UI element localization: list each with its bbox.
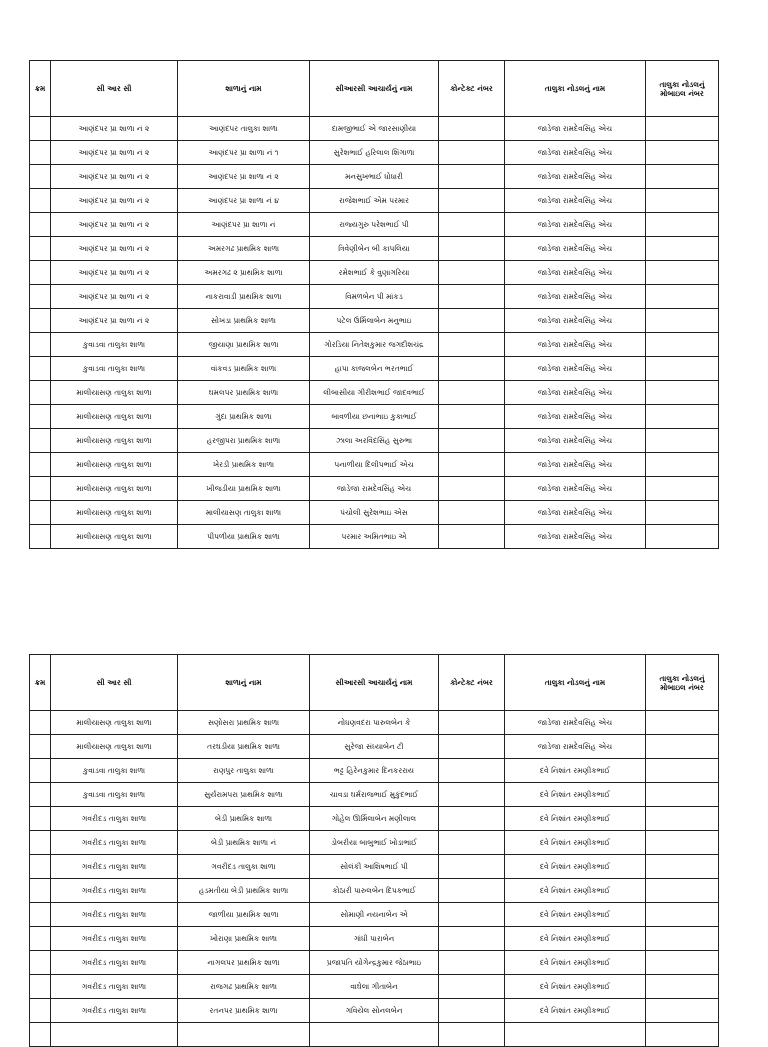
contact-cell [439, 213, 505, 237]
crc-cell: માલીયાસણ તાલુકા શાળા [51, 429, 178, 453]
contact-cell [439, 381, 505, 405]
crc-teacher-cell: દામજીભાઈ એ જારસાણીયા [310, 117, 439, 141]
serial-cell [30, 783, 51, 807]
taluka-nodal-cell: દવે નિશાંત રમણીકભાઈ [505, 855, 646, 879]
crc-cell: ગવરીદડ તાલુકા શાળા [51, 855, 178, 879]
header-crc-teacher: સીઆરસી આચાર્યનું નામ [310, 655, 439, 711]
crc-cell: માલીયાસણ તાલુકા શાળા [51, 711, 178, 735]
serial-cell [30, 879, 51, 903]
school-name-cell [178, 1023, 310, 1047]
contact-cell [439, 117, 505, 141]
crc-teacher-cell: જાડેજા રામદેવસિંહ એચ [310, 477, 439, 501]
school-name-cell: રાજગઢ પ્રાથમિક શાળા [178, 975, 310, 999]
taluka-nodal-cell: દવે નિશાંત રમણીકભાઈ [505, 927, 646, 951]
serial-cell [30, 903, 51, 927]
serial-cell [30, 333, 51, 357]
taluka-nodal-cell: જાડેજા રામદેવસિંહ એચ [505, 429, 646, 453]
school-name-cell: હડમતીયા બેડી પ્રાથમિક શાળા [178, 879, 310, 903]
school-name-cell: રતનપર પ્રાથમિક શાળા [178, 999, 310, 1023]
table-row [30, 975, 719, 999]
crc-teacher-cell: બાવળીયા છનાભાઇ કુકાભાઈ [310, 405, 439, 429]
taluka-nodal-cell: જાડેજા રામદેવસિંહ એચ [505, 477, 646, 501]
crc-cell: ગવરીદડ તાલુકા શાળા [51, 807, 178, 831]
school-name-cell: વાંકવડ પ્રાથમિક શાળા [178, 357, 310, 381]
taluka-nodal-cell: જાડેજા રામદેવસિંહ એચ [505, 357, 646, 381]
table-row [30, 1023, 719, 1047]
crc-cell: માલીયાસણ તાલુકા શાળા [51, 381, 178, 405]
taluka-nodal-cell: જાડેજા રામદેવસિંહ એચ [505, 141, 646, 165]
serial-cell [30, 141, 51, 165]
crc-cell: માલીયાસણ તાલુકા શાળા [51, 501, 178, 525]
taluka-nodal-cell: જાડેજા રામદેવસિંહ એચ [505, 285, 646, 309]
contact-cell [439, 165, 505, 189]
contact-cell [439, 453, 505, 477]
crc-teacher-cell: ઝાલા અરવિંદસિંહ સુરુભા [310, 429, 439, 453]
table-row [30, 879, 719, 903]
crc-cell: માલીયાસણ તાલુકા શાળા [51, 735, 178, 759]
crc-teacher-cell [310, 1023, 439, 1047]
taluka-nodal-mobile-cell [646, 903, 719, 927]
taluka-nodal-mobile-cell [646, 951, 719, 975]
serial-cell [30, 525, 51, 549]
crc-teacher-cell: રાજ્યગુરુ પરેશભાઈ પી [310, 213, 439, 237]
table-body [30, 711, 719, 1047]
crc-teacher-cell: ગાંધી પારાબેન [310, 927, 439, 951]
crc-teacher-cell: ત્રિવેણીબેન બી કાપલિયા [310, 237, 439, 261]
serial-cell [30, 429, 51, 453]
contact-cell [439, 783, 505, 807]
contact-cell [439, 927, 505, 951]
taluka-nodal-cell: દવે નિશાંત રમણીકભાઈ [505, 999, 646, 1023]
crc-teacher-cell: ગોહેલ ઊર્મિલાબેન મણીલાલ [310, 807, 439, 831]
header-serial: ક્રમ [30, 655, 51, 711]
taluka-nodal-cell: જાડેજા રામદેવસિંહ એચ [505, 525, 646, 549]
school-name-cell: સુર્યરામપરા પ્રાથમિક શાળા [178, 783, 310, 807]
taluka-nodal-mobile-cell [646, 759, 719, 783]
taluka-nodal-mobile-cell [646, 1023, 719, 1047]
taluka-nodal-cell: દવે નિશાંત રમણીકભાઈ [505, 759, 646, 783]
contact-cell [439, 429, 505, 453]
crc-teacher-cell: સોમાણી નયનાબેન એ [310, 903, 439, 927]
school-table-1 [29, 60, 719, 549]
taluka-nodal-cell: જાડેજા રામદેવસિંહ એચ [505, 117, 646, 141]
serial-cell [30, 735, 51, 759]
crc-teacher-cell: સુરેશભાઈ હરિલાલ શિંગાળા [310, 141, 439, 165]
taluka-nodal-cell: જાડેજા રામદેવસિંહ એચ [505, 735, 646, 759]
table-row [30, 807, 719, 831]
crc-cell: કુવાડવા તાલુકા શાળા [51, 759, 178, 783]
table-row [30, 189, 719, 213]
crc-cell [51, 1023, 178, 1047]
contact-cell [439, 141, 505, 165]
school-name-cell: રાણપુર તાલુકા શાળા [178, 759, 310, 783]
school-name-cell: હરજીપરા પ્રાથમિક શાળા [178, 429, 310, 453]
table-row [30, 525, 719, 549]
contact-cell [439, 309, 505, 333]
crc-cell: આણંદપર પ્રા શાળા નં ૨ [51, 213, 178, 237]
taluka-nodal-mobile-cell [646, 477, 719, 501]
crc-cell: માલીયાસણ તાલુકા શાળા [51, 477, 178, 501]
table-row [30, 477, 719, 501]
contact-cell [439, 333, 505, 357]
taluka-nodal-mobile-cell [646, 711, 719, 735]
crc-cell: આણંદપર પ્રા શાળા નં ૨ [51, 141, 178, 165]
crc-cell: ગવરીદડ તાલુકા શાળા [51, 951, 178, 975]
crc-teacher-cell: પટેલ ઉર્મિલાબેન મનુભાઇ [310, 309, 439, 333]
crc-teacher-cell: રાજેશભાઈ એમ પરમાર [310, 189, 439, 213]
contact-cell [439, 735, 505, 759]
taluka-nodal-mobile-cell [646, 261, 719, 285]
serial-cell [30, 1023, 51, 1047]
crc-teacher-cell: ગોરડિયા નિતેશકુમાર જગદીશચંદ્ર [310, 333, 439, 357]
taluka-nodal-mobile-cell [646, 783, 719, 807]
taluka-nodal-cell: જાડેજા રામદેવસિંહ એચ [505, 711, 646, 735]
crc-cell: કુવાડવા તાલુકા શાળા [51, 783, 178, 807]
school-name-cell: નાગલપર પ્રાથમિક શાળા [178, 951, 310, 975]
taluka-nodal-mobile-cell [646, 525, 719, 549]
header-taluka-nodal: તાલુકા નોડલનું નામ [505, 61, 646, 117]
school-name-cell: આણંદપર પ્રા શાળા નં ૨ [178, 165, 310, 189]
contact-cell [439, 1023, 505, 1047]
table-row [30, 237, 719, 261]
serial-cell [30, 975, 51, 999]
contact-cell [439, 711, 505, 735]
header-taluka-nodal-mobile: તાલુકા નોડલનું મોબાઇલ નંબર [646, 655, 719, 711]
taluka-nodal-mobile-cell [646, 309, 719, 333]
crc-teacher-cell: વાઘેલા ગીતાબેન [310, 975, 439, 999]
table-row [30, 117, 719, 141]
taluka-nodal-cell: જાડેજા રામદેવસિંહ એચ [505, 309, 646, 333]
taluka-nodal-cell: દવે નિશાંત રમણીકભાઈ [505, 831, 646, 855]
table-row [30, 927, 719, 951]
crc-cell: કુવાડવા તાલુકા શાળા [51, 357, 178, 381]
crc-teacher-cell: રમેશભાઈ કે વુણાગરિયા [310, 261, 439, 285]
contact-cell [439, 975, 505, 999]
school-name-cell: આણંદપર પ્રા શાળા નં ૪ [178, 189, 310, 213]
header-school-name: શાળાનું નામ [178, 655, 310, 711]
crc-teacher-cell: કોઠારી પારુલબેન દિપકભાઈ [310, 879, 439, 903]
serial-cell [30, 165, 51, 189]
school-name-cell: ગવરીદડ તાલુકા શાળા [178, 855, 310, 879]
crc-cell: આણંદપર પ્રા શાળા નં ૨ [51, 165, 178, 189]
taluka-nodal-cell: દવે નિશાંત રમણીકભાઈ [505, 879, 646, 903]
contact-cell [439, 501, 505, 525]
header-crc-teacher: સીઆરસી આચાર્યનું નામ [310, 61, 439, 117]
school-name-cell: અમરગઢ ૨ પ્રાથમિક શાળા [178, 261, 310, 285]
table-row [30, 831, 719, 855]
serial-cell [30, 807, 51, 831]
taluka-nodal-cell: જાડેજા રામદેવસિંહ એચ [505, 501, 646, 525]
header-crc: સી આર સી [51, 655, 178, 711]
taluka-nodal-mobile-cell [646, 831, 719, 855]
taluka-nodal-mobile-cell [646, 381, 719, 405]
taluka-nodal-mobile-cell [646, 333, 719, 357]
contact-cell [439, 189, 505, 213]
serial-cell [30, 501, 51, 525]
taluka-nodal-cell: જાડેજા રામદેવસિંહ એચ [505, 333, 646, 357]
taluka-nodal-cell: જાડેજા રામદેવસિંહ એચ [505, 405, 646, 429]
contact-cell [439, 261, 505, 285]
table-row [30, 141, 719, 165]
taluka-nodal-cell: જાડેજા રામદેવસિંહ એચ [505, 261, 646, 285]
taluka-nodal-cell: જાડેજા રામદેવસિંહ એચ [505, 381, 646, 405]
serial-cell [30, 261, 51, 285]
taluka-nodal-mobile-cell [646, 975, 719, 999]
crc-cell: માલીયાસણ તાલુકા શાળા [51, 453, 178, 477]
school-name-cell: ખેરડી પ્રાથમિક શાળા [178, 453, 310, 477]
table-row [30, 855, 719, 879]
school-name-cell: તરઘડીયા પ્રાથમિક શાળા [178, 735, 310, 759]
contact-cell [439, 831, 505, 855]
serial-cell [30, 309, 51, 333]
crc-teacher-cell: ગવિયેલ સોનલબેન [310, 999, 439, 1023]
crc-teacher-cell: પરમાર અમિતભાઇ એ [310, 525, 439, 549]
header-row [30, 61, 719, 117]
crc-teacher-cell: પ્રજાપતિ યોગેન્દ્રકુમાર જેઠાભાઇ [310, 951, 439, 975]
contact-cell [439, 525, 505, 549]
taluka-nodal-mobile-cell [646, 855, 719, 879]
table-row [30, 501, 719, 525]
school-name-cell: ખોરાણા પ્રાથમિક શાળા [178, 927, 310, 951]
taluka-nodal-mobile-cell [646, 405, 719, 429]
header-contact: કોન્ટેક્ટ નંબર [439, 61, 505, 117]
crc-teacher-cell: સોલંકી આશિષભાઈ પી [310, 855, 439, 879]
crc-teacher-cell: નોધણવદરા પારુલબેન કે [310, 711, 439, 735]
crc-cell: કુવાડવા તાલુકા શાળા [51, 333, 178, 357]
table-row [30, 951, 719, 975]
taluka-nodal-cell: દવે નિશાંત રમણીકભાઈ [505, 807, 646, 831]
table-row [30, 213, 719, 237]
crc-cell: ગવરીદડ તાલુકા શાળા [51, 975, 178, 999]
header-school-name: શાળાનું નામ [178, 61, 310, 117]
serial-cell [30, 855, 51, 879]
crc-cell: ગવરીદડ તાલુકા શાળા [51, 999, 178, 1023]
crc-teacher-cell: સુરેજા સંધ્યાબેન ટી [310, 735, 439, 759]
crc-teacher-cell: વિમળબેન પી માંકડ [310, 285, 439, 309]
taluka-nodal-cell: જાડેજા રામદેવસિંહ એચ [505, 453, 646, 477]
taluka-nodal-mobile-cell [646, 429, 719, 453]
crc-cell: માલીયાસણ તાલુકા શાળા [51, 405, 178, 429]
serial-cell [30, 213, 51, 237]
school-name-cell: સોખડા પ્રાથમિક શાળા [178, 309, 310, 333]
contact-cell [439, 807, 505, 831]
school-name-cell: સણોસરા પ્રાથમિક શાળા [178, 711, 310, 735]
table-row [30, 429, 719, 453]
table-row [30, 783, 719, 807]
serial-cell [30, 453, 51, 477]
taluka-nodal-mobile-cell [646, 501, 719, 525]
school-name-cell: પીપળીયા પ્રાથમિક શાળા [178, 525, 310, 549]
taluka-nodal-cell: દવે નિશાંત રમણીકભાઈ [505, 951, 646, 975]
crc-cell: ગવરીદડ તાલુકા શાળા [51, 927, 178, 951]
taluka-nodal-cell: જાડેજા રામદેવસિંહ એચ [505, 213, 646, 237]
table-row [30, 381, 719, 405]
taluka-nodal-cell [505, 1023, 646, 1047]
crc-cell: ગવરીદડ તાલુકા શાળા [51, 879, 178, 903]
serial-cell [30, 477, 51, 501]
serial-cell [30, 117, 51, 141]
header-row [30, 655, 719, 711]
contact-cell [439, 237, 505, 261]
table-row [30, 405, 719, 429]
crc-cell: માલીયાસણ તાલુકા શાળા [51, 525, 178, 549]
taluka-nodal-mobile-cell [646, 735, 719, 759]
contact-cell [439, 999, 505, 1023]
serial-cell [30, 285, 51, 309]
table-row [30, 759, 719, 783]
taluka-nodal-cell: દવે નિશાંત રમણીકભાઈ [505, 903, 646, 927]
table-row [30, 711, 719, 735]
taluka-nodal-mobile-cell [646, 165, 719, 189]
serial-cell [30, 711, 51, 735]
header-contact: કોન્ટેક્ટ નંબર [439, 655, 505, 711]
contact-cell [439, 285, 505, 309]
school-name-cell: ગુંદા પ્રાથમિક શાળા [178, 405, 310, 429]
school-name-cell: જાળીયા પ્રાથમિક શાળા [178, 903, 310, 927]
serial-cell [30, 831, 51, 855]
school-name-cell: નાકરાવાડી પ્રાથમિક શાળા [178, 285, 310, 309]
school-name-cell: આણંદપર પ્રા શાળા નં ૧ [178, 141, 310, 165]
crc-cell: આણંદપર પ્રા શાળા નં ૨ [51, 309, 178, 333]
crc-cell: આણંદપર પ્રા શાળા નં ૨ [51, 237, 178, 261]
school-name-cell: બેડી પ્રાથમિક શાળા [178, 807, 310, 831]
serial-cell [30, 237, 51, 261]
serial-cell [30, 951, 51, 975]
serial-cell [30, 189, 51, 213]
header-taluka-nodal: તાલુકા નોડલનું નામ [505, 655, 646, 711]
crc-teacher-cell: પંચોલી સુરેશભાઇ એસ [310, 501, 439, 525]
table-row [30, 999, 719, 1023]
contact-cell [439, 879, 505, 903]
crc-teacher-cell: ભટ્ટ હિરેનકુમાર દિનકરરાય [310, 759, 439, 783]
school-name-cell: આણંદપર તાલુકા શાળા [178, 117, 310, 141]
crc-cell: આણંદપર પ્રા શાળા નં ૨ [51, 117, 178, 141]
table-row [30, 333, 719, 357]
header-serial: ક્રમ [30, 61, 51, 117]
crc-cell: આણંદપર પ્રા શાળા નં ૨ [51, 189, 178, 213]
taluka-nodal-cell: દવે નિશાંત રમણીકભાઈ [505, 783, 646, 807]
crc-cell: આણંદપર પ્રા શાળા નં ૨ [51, 285, 178, 309]
taluka-nodal-cell: જાડેજા રામદેવસિંહ એચ [505, 189, 646, 213]
crc-teacher-cell: લીબાસીયા ગીરીશભાઈ જાદવભાઈ [310, 381, 439, 405]
serial-cell [30, 381, 51, 405]
table-row [30, 453, 719, 477]
crc-cell: ગવરીદડ તાલુકા શાળા [51, 903, 178, 927]
school-table-2 [29, 654, 719, 1047]
taluka-nodal-mobile-cell [646, 141, 719, 165]
table-row [30, 261, 719, 285]
taluka-nodal-mobile-cell [646, 213, 719, 237]
table-row [30, 285, 719, 309]
contact-cell [439, 903, 505, 927]
table-row [30, 903, 719, 927]
taluka-nodal-cell: જાડેજા રામદેવસિંહ એચ [505, 165, 646, 189]
taluka-nodal-mobile-cell [646, 999, 719, 1023]
table-row [30, 165, 719, 189]
crc-cell: ગવરીદડ તાલુકા શાળા [51, 831, 178, 855]
school-name-cell: બેડી પ્રાથમિક શાળા નં [178, 831, 310, 855]
school-name-cell: ઘમલપર પ્રાથમિક શાળા [178, 381, 310, 405]
crc-teacher-cell: ડોબરીયા બાબુભાઈ ખોડાભાઈ [310, 831, 439, 855]
header-taluka-nodal-mobile: તાલુકા નોડલનું મોબાઇલ નંબર [646, 61, 719, 117]
crc-teacher-cell: હાપા કાજલબેન ભરતભાઈ [310, 357, 439, 381]
taluka-nodal-cell: દવે નિશાંત રમણીકભાઈ [505, 975, 646, 999]
school-name-cell: માલીયાસણ તાલુકા શાળા [178, 501, 310, 525]
taluka-nodal-cell: જાડેજા રામદેવસિંહ એચ [505, 237, 646, 261]
school-name-cell: અમરગઢ પ્રાથમિક શાળા [178, 237, 310, 261]
header-crc: સી આર સી [51, 61, 178, 117]
crc-teacher-cell: ચાવડા ઘર્મરાજભાઈ મુકુંદભાઈ [310, 783, 439, 807]
contact-cell [439, 357, 505, 381]
serial-cell [30, 405, 51, 429]
school-name-cell: જીયાણા પ્રાથમિક શાળા [178, 333, 310, 357]
serial-cell [30, 999, 51, 1023]
contact-cell [439, 405, 505, 429]
taluka-nodal-mobile-cell [646, 357, 719, 381]
taluka-nodal-mobile-cell [646, 453, 719, 477]
table-row [30, 735, 719, 759]
table-row [30, 357, 719, 381]
serial-cell [30, 759, 51, 783]
table-row [30, 309, 719, 333]
school-name-cell: ખીજડીયા પ્રાથમિક શાળા [178, 477, 310, 501]
taluka-nodal-mobile-cell [646, 879, 719, 903]
school-name-cell: આણંદપર પ્રા શાળા નં [178, 213, 310, 237]
taluka-nodal-mobile-cell [646, 927, 719, 951]
contact-cell [439, 951, 505, 975]
taluka-nodal-mobile-cell [646, 237, 719, 261]
crc-teacher-cell: પનાળીયા દિલીપભાઈ એચ [310, 453, 439, 477]
crc-teacher-cell: મનસુખભાઈ ધોધારી [310, 165, 439, 189]
contact-cell [439, 477, 505, 501]
taluka-nodal-mobile-cell [646, 189, 719, 213]
contact-cell [439, 855, 505, 879]
serial-cell [30, 927, 51, 951]
serial-cell [30, 357, 51, 381]
taluka-nodal-mobile-cell [646, 117, 719, 141]
taluka-nodal-mobile-cell [646, 285, 719, 309]
contact-cell [439, 759, 505, 783]
crc-cell: આણંદપર પ્રા શાળા નં ૨ [51, 261, 178, 285]
taluka-nodal-mobile-cell [646, 807, 719, 831]
table-body [30, 117, 719, 549]
